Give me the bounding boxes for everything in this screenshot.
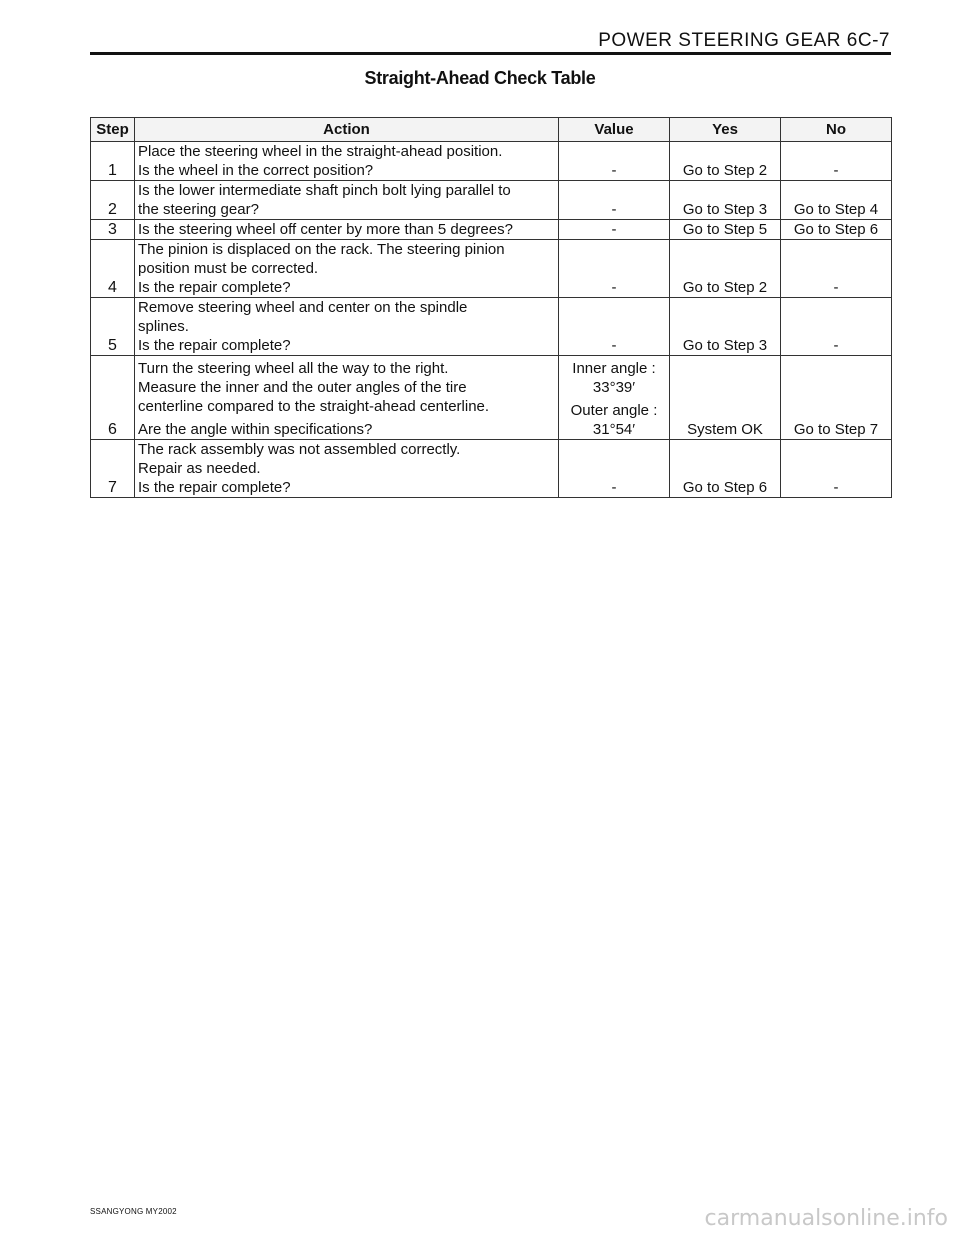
table-row xyxy=(91,181,892,220)
action-line: Is the steering wheel off center by more than 5 degrees? xyxy=(138,221,513,238)
action-line: Is the repair complete? xyxy=(138,279,291,296)
value-line: 33°39′ xyxy=(592,379,636,396)
yes-cell: Go to Step 6 xyxy=(670,440,781,498)
step-number: 7 xyxy=(91,440,135,498)
action-line: centerline compared to the straight-ahead centerline. xyxy=(138,398,490,415)
no-cell: Go to Step 6 xyxy=(781,220,892,240)
action-cell xyxy=(135,356,559,440)
value-cell xyxy=(559,356,670,440)
value-cell xyxy=(559,440,670,498)
yes-cell: Go to Step 3 xyxy=(670,298,781,356)
action-cell xyxy=(135,181,559,220)
action-cell xyxy=(135,298,559,356)
action-cell xyxy=(135,440,559,498)
yes-cell: Go to Step 2 xyxy=(670,142,781,181)
value-cell xyxy=(559,220,670,240)
yes-cell: Go to Step 5 xyxy=(670,220,781,240)
action-line: Is the lower intermediate shaft pinch bolt lying parallel to xyxy=(138,182,511,199)
value-line: 31°54′ xyxy=(592,421,636,438)
action-cell xyxy=(135,220,559,240)
value-cell xyxy=(559,142,670,181)
step-number: 2 xyxy=(91,181,135,220)
step-number: 6 xyxy=(91,356,135,440)
action-line: splines. xyxy=(138,318,189,335)
action-line: position must be corrected. xyxy=(138,260,319,277)
value-cell xyxy=(559,240,670,298)
column-header-action: Action xyxy=(135,118,559,142)
table-header-row xyxy=(91,118,892,142)
no-cell: - xyxy=(781,142,892,181)
value-line: - xyxy=(611,162,617,179)
action-line: Are the angle within specifications? xyxy=(138,421,373,438)
action-cell xyxy=(135,142,559,181)
value-line: - xyxy=(611,337,617,354)
column-header-no: No xyxy=(781,118,892,142)
action-line: Remove steering wheel and center on the spindle xyxy=(138,299,468,316)
step-number: 3 xyxy=(91,220,135,240)
no-cell: - xyxy=(781,240,892,298)
page-header-title: POWER STEERING GEAR 6C-7 xyxy=(598,30,890,51)
yes-cell: System OK xyxy=(670,356,781,440)
value-line: - xyxy=(611,221,617,238)
yes-cell: Go to Step 3 xyxy=(670,181,781,220)
action-line: The rack assembly was not assembled correctly. xyxy=(138,441,461,458)
step-number: 5 xyxy=(91,298,135,356)
yes-cell: Go to Step 2 xyxy=(670,240,781,298)
action-line: Place the steering wheel in the straight-ahead position. xyxy=(138,143,503,160)
check-table xyxy=(90,117,892,498)
table-row xyxy=(91,220,892,240)
footer-text: SSANGYONG MY2002 xyxy=(90,1207,177,1216)
header-divider xyxy=(90,52,891,55)
no-cell: - xyxy=(781,298,892,356)
action-line: Turn the steering wheel all the way to the right. xyxy=(138,360,449,377)
action-line: Repair as needed. xyxy=(138,460,261,477)
column-header-step: Step xyxy=(91,118,135,142)
action-line: Measure the inner and the outer angles of the tire xyxy=(138,379,467,396)
no-cell: Go to Step 4 xyxy=(781,181,892,220)
table-row xyxy=(91,298,892,356)
value-line: Outer angle : xyxy=(570,402,658,419)
no-cell: Go to Step 7 xyxy=(781,356,892,440)
table-row xyxy=(91,356,892,440)
table-row xyxy=(91,440,892,498)
table-title: Straight-Ahead Check Table xyxy=(364,68,596,88)
column-header-yes: Yes xyxy=(670,118,781,142)
value-line: - xyxy=(611,201,617,218)
table-row xyxy=(91,240,892,298)
watermark-text: carmanualsonline.info xyxy=(704,1206,948,1231)
action-line: Is the repair complete? xyxy=(138,337,291,354)
action-cell xyxy=(135,240,559,298)
step-number: 1 xyxy=(91,142,135,181)
step-number: 4 xyxy=(91,240,135,298)
value-line: Inner angle : xyxy=(572,360,656,377)
value-line: - xyxy=(611,479,617,496)
column-header-value: Value xyxy=(559,118,670,142)
table-row xyxy=(91,142,892,181)
action-line: The pinion is displaced on the rack. The steering pinion xyxy=(138,241,505,258)
value-line: - xyxy=(611,279,617,296)
value-cell xyxy=(559,181,670,220)
value-cell xyxy=(559,298,670,356)
action-line: Is the wheel in the correct position? xyxy=(138,162,374,179)
action-line: Is the repair complete? xyxy=(138,479,291,496)
action-line: the steering gear? xyxy=(138,201,259,218)
no-cell: - xyxy=(781,440,892,498)
